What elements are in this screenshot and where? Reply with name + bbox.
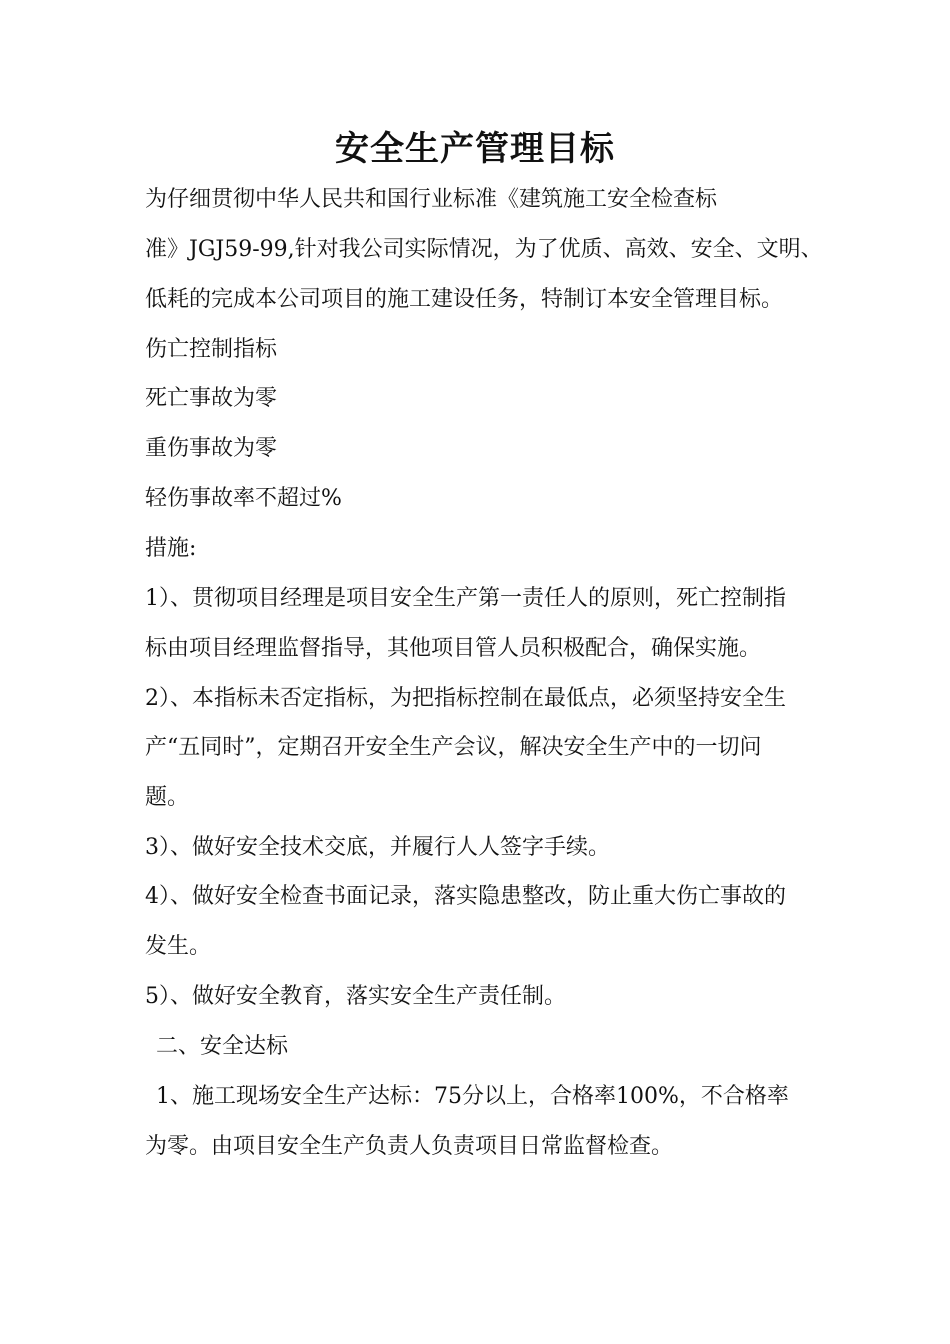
list-item-line: 发生。 [145,934,212,959]
list-item-line: 1、施工现场安全生产达标：75分以上，合格率100%，不合格率 [156,1084,789,1109]
list-item-line: 4）、做好安全检查书面记录，落实隐患整改，防止重大伤亡事故的 [145,884,786,909]
paragraph-line: 死亡事故为零 [145,386,278,411]
section-heading: 伤亡控制指标 [145,337,278,362]
list-item-line: 1）、贯彻项目经理是项目安全生产第一责任人的原则，死亡控制指 [145,586,786,611]
list-item-line: 产“五同时”，定期召开安全生产会议，解决安全生产中的一切问 [145,735,762,760]
paragraph-line: 为仔细贯彻中华人民共和国行业标准《建筑施工安全检查标 [145,187,718,212]
paragraph-line: 轻伤事故率不超过% [145,486,342,511]
list-item-line: 为零。由项目安全生产负责人负责项目日常监督检查。 [145,1134,674,1159]
list-item-line: 5）、做好安全教育，落实安全生产责任制。 [145,984,566,1009]
paragraph-line: 低耗的完成本公司项目的施工建设任务，特制订本安全管理目标。 [145,287,784,312]
list-item-line: 题。 [145,785,190,810]
page-title: 安全生产管理目标 [335,129,615,169]
list-item-line: 3）、做好安全技术交底，并履行人人签字手续。 [145,835,610,860]
list-item-line: 2）、本指标未否定指标，为把指标控制在最低点，必须坚持安全生 [145,686,786,711]
paragraph-line: 重伤事故为零 [145,436,278,461]
section-heading: 二、安全达标 [156,1034,289,1059]
list-item-line: 标由项目经理监督指导，其他项目管人员积极配合，确保实施。 [145,636,762,661]
section-heading: 措施: [145,536,197,561]
paragraph-line: 准》JGJ59-99,针对我公司实际情况，为了优质、高效、安全、文明、 [145,237,823,262]
